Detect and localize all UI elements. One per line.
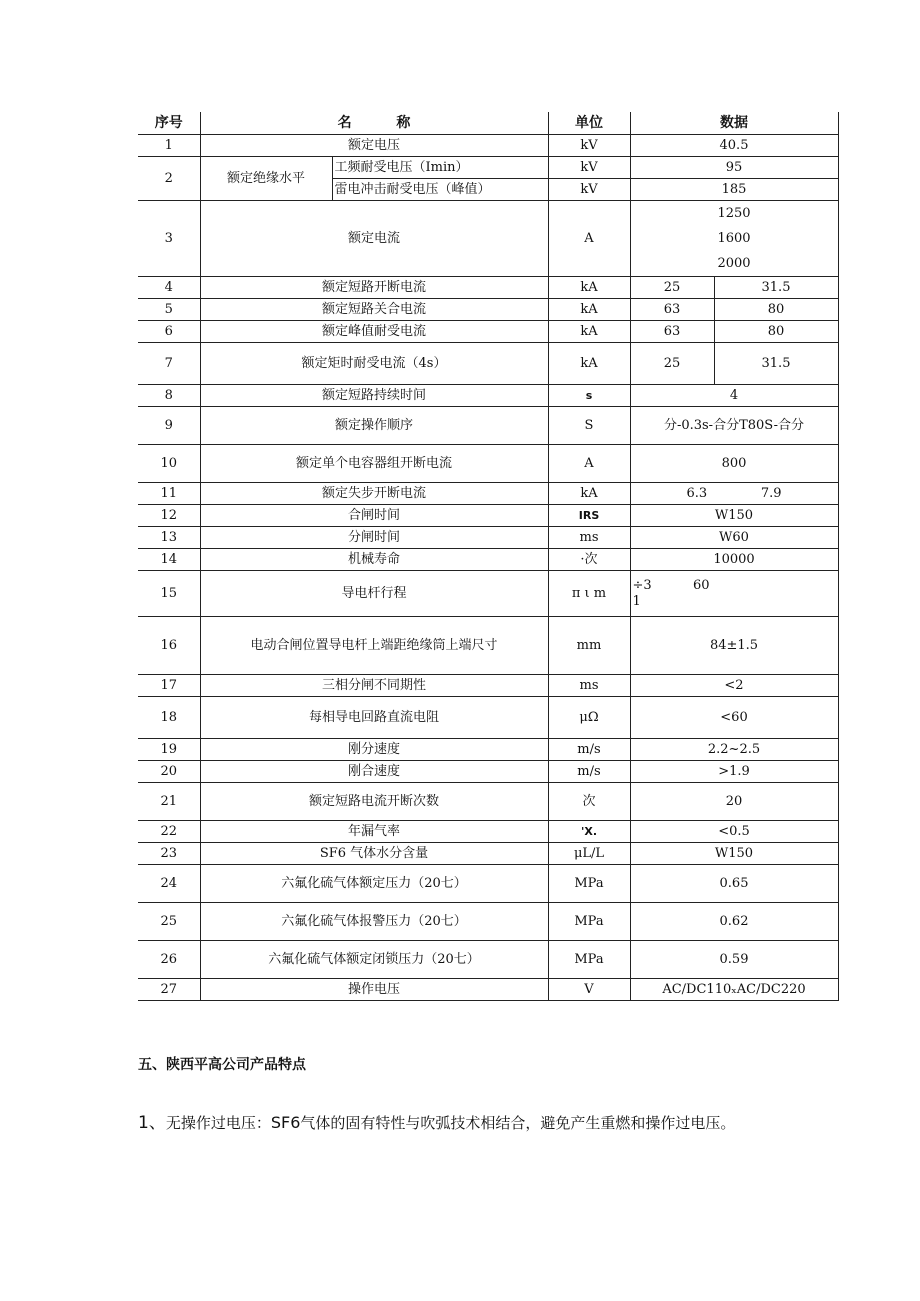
table-row — [138, 299, 838, 321]
row-name: 六氟化硫气体额定压力（20七） — [200, 865, 548, 903]
row-name: 合闸时间 — [200, 505, 548, 527]
table-row — [138, 343, 838, 385]
row-value-a: 63 — [630, 321, 714, 343]
row-name: 额定电流 — [200, 201, 548, 277]
row-unit: kV — [548, 157, 630, 179]
row-value-a: 25 — [630, 277, 714, 299]
row-number: 20 — [138, 761, 200, 783]
row-value-line: 1 — [632, 593, 641, 609]
row-number: 21 — [138, 783, 200, 821]
row-value: 800 — [630, 445, 838, 483]
paragraph-lead: 无操作过电压： — [165, 1114, 271, 1132]
table-row — [138, 549, 838, 571]
row-unit: kA — [548, 277, 630, 299]
header-name: 名 称 — [200, 112, 548, 135]
row-value: 分-0.3s-合分T80S-合分 — [630, 407, 838, 445]
row-number: 5 — [138, 299, 200, 321]
row-unit: μL/L — [548, 843, 630, 865]
table-row — [138, 277, 838, 299]
row-name: 六氟化硫气体报警压力（20七） — [200, 903, 548, 941]
header-no: 序号 — [138, 112, 200, 135]
row-number: 7 — [138, 343, 200, 385]
row-number: 24 — [138, 865, 200, 903]
row-group-name: 额定绝缘水平 — [200, 157, 332, 201]
table-row — [138, 739, 838, 761]
row-number: 27 — [138, 979, 200, 1001]
row-unit: kA — [548, 299, 630, 321]
row-unit: s — [548, 385, 630, 407]
row-name: 操作电压 — [200, 979, 548, 1001]
row-name: 刚分速度 — [200, 739, 548, 761]
paragraph-text: 气体的固有特性与吹弧技术相结合，避免产生重燃和操作过电压。 — [300, 1114, 736, 1132]
row-value: 6.3 7.9 — [630, 483, 838, 505]
table-row — [138, 321, 838, 343]
table-row — [138, 571, 838, 617]
table-row — [138, 617, 838, 675]
specs-table — [138, 112, 839, 1001]
row-value — [630, 571, 838, 617]
row-value-line: ÷3 60 — [632, 577, 710, 593]
row-value: 0.59 — [630, 941, 838, 979]
row-value: 4 — [630, 385, 838, 407]
table-row — [138, 483, 838, 505]
row-number: 17 — [138, 675, 200, 697]
row-name: 年漏气率 — [200, 821, 548, 843]
row-value: >1.9 — [630, 761, 838, 783]
row-value-list — [630, 201, 838, 277]
row-unit: kV — [548, 179, 630, 201]
section-title: 五、陕西平高公司产品特点 — [138, 1057, 306, 1073]
table-row — [138, 865, 838, 903]
row-number: 8 — [138, 385, 200, 407]
row-unit: ms — [548, 527, 630, 549]
paragraph-number: 1、 — [138, 1113, 166, 1133]
row-unit: MPa — [548, 865, 630, 903]
row-value: 40.5 — [630, 135, 838, 157]
row-number: 18 — [138, 697, 200, 739]
row-value: AC/DC110ₓAC/DC220 — [630, 979, 838, 1001]
row-unit: MPa — [548, 903, 630, 941]
row-value-b: 31.5 — [714, 343, 838, 385]
row-value: 185 — [630, 179, 838, 201]
row-value-item: 1250 — [717, 206, 751, 221]
row-unit: kA — [548, 321, 630, 343]
row-value: 10000 — [630, 549, 838, 571]
table-row — [138, 135, 838, 157]
row-value: 0.65 — [630, 865, 838, 903]
row-number: 3 — [138, 201, 200, 277]
row-number: 23 — [138, 843, 200, 865]
table-row — [138, 527, 838, 549]
row-value: 95 — [630, 157, 838, 179]
row-value: W60 — [630, 527, 838, 549]
row-value: 20 — [630, 783, 838, 821]
row-name: 额定单个电容器组开断电流 — [200, 445, 548, 483]
table-row — [138, 821, 838, 843]
row-unit: MPa — [548, 941, 630, 979]
row-number: 1 — [138, 135, 200, 157]
row-number: 19 — [138, 739, 200, 761]
paragraph-sf6: SF6 — [270, 1113, 301, 1132]
row-value: W150 — [630, 843, 838, 865]
row-name: 导电杆行程 — [200, 571, 548, 617]
row-value-b: 31.5 — [714, 277, 838, 299]
table-row — [138, 783, 838, 821]
row-subname: 工频耐受电压（Imin） — [332, 157, 548, 179]
row-unit: IRS — [548, 505, 630, 527]
row-name: 额定短路开断电流 — [200, 277, 548, 299]
row-value-a: 63 — [630, 299, 714, 321]
row-name: 机械寿命 — [200, 549, 548, 571]
row-value: 2.2~2.5 — [630, 739, 838, 761]
row-unit: kA — [548, 483, 630, 505]
row-unit: m/s — [548, 761, 630, 783]
row-name: SF6 气体水分含量 — [200, 843, 548, 865]
row-value-a: 25 — [630, 343, 714, 385]
row-value: 0.62 — [630, 903, 838, 941]
table-row — [138, 941, 838, 979]
table-row — [138, 201, 838, 277]
row-unit: μΩ — [548, 697, 630, 739]
row-value: <2 — [630, 675, 838, 697]
row-number: 9 — [138, 407, 200, 445]
row-name: 额定电压 — [200, 135, 548, 157]
row-value-b: 80 — [714, 321, 838, 343]
row-number: 15 — [138, 571, 200, 617]
row-number: 14 — [138, 549, 200, 571]
row-unit: mm — [548, 617, 630, 675]
row-unit: π ι m — [548, 571, 630, 617]
row-unit: A — [548, 445, 630, 483]
table-row — [138, 761, 838, 783]
row-value: W150 — [630, 505, 838, 527]
row-number: 2 — [138, 157, 200, 201]
row-name: 三相分闸不同期性 — [200, 675, 548, 697]
row-unit: A — [548, 201, 630, 277]
table-row — [138, 697, 838, 739]
row-number: 6 — [138, 321, 200, 343]
header-data: 数据 — [630, 112, 838, 135]
row-value-item: 2000 — [717, 256, 751, 271]
row-unit: V — [548, 979, 630, 1001]
table-row — [138, 157, 838, 179]
row-name: 额定峰值耐受电流 — [200, 321, 548, 343]
row-name: 额定操作顺序 — [200, 407, 548, 445]
row-number: 16 — [138, 617, 200, 675]
row-number: 4 — [138, 277, 200, 299]
table-row — [138, 675, 838, 697]
row-name: 额定短路持续时间 — [200, 385, 548, 407]
row-unit: ms — [548, 675, 630, 697]
row-name: 每相导电回路直流电阻 — [200, 697, 548, 739]
row-value: 84±1.5 — [630, 617, 838, 675]
row-number: 11 — [138, 483, 200, 505]
feature-paragraph — [138, 1108, 735, 1133]
row-name: 六氟化硫气体额定闭锁压力（20七） — [200, 941, 548, 979]
table-row — [138, 407, 838, 445]
table-row — [138, 903, 838, 941]
row-unit: ·次 — [548, 549, 630, 571]
row-name: 额定短路关合电流 — [200, 299, 548, 321]
row-unit: m/s — [548, 739, 630, 761]
row-number: 12 — [138, 505, 200, 527]
row-value: <60 — [630, 697, 838, 739]
row-number: 22 — [138, 821, 200, 843]
row-name: 额定短路电流开断次数 — [200, 783, 548, 821]
row-unit: S — [548, 407, 630, 445]
table-row — [138, 979, 838, 1001]
header-unit: 单位 — [548, 112, 630, 135]
row-unit: kV — [548, 135, 630, 157]
row-unit: 次 — [548, 783, 630, 821]
row-name: 分闸时间 — [200, 527, 548, 549]
table-row — [138, 445, 838, 483]
row-name: 额定失步开断电流 — [200, 483, 548, 505]
row-name: 刚合速度 — [200, 761, 548, 783]
row-value: <0.5 — [630, 821, 838, 843]
row-number: 13 — [138, 527, 200, 549]
row-subname: 雷电冲击耐受电压（峰值） — [332, 179, 548, 201]
row-number: 26 — [138, 941, 200, 979]
row-value-b: 80 — [714, 299, 838, 321]
row-number: 25 — [138, 903, 200, 941]
row-name: 额定矩时耐受电流（4s） — [200, 343, 548, 385]
table-row — [138, 843, 838, 865]
row-unit: kA — [548, 343, 630, 385]
row-value-item: 1600 — [717, 231, 751, 246]
table-row — [138, 505, 838, 527]
row-number: 10 — [138, 445, 200, 483]
row-unit: 'X. — [548, 821, 630, 843]
table-header-row — [138, 112, 838, 135]
row-name: 电动合闸位置导电杆上端距绝缘筒上端尺寸 — [200, 617, 548, 675]
table-row — [138, 385, 838, 407]
